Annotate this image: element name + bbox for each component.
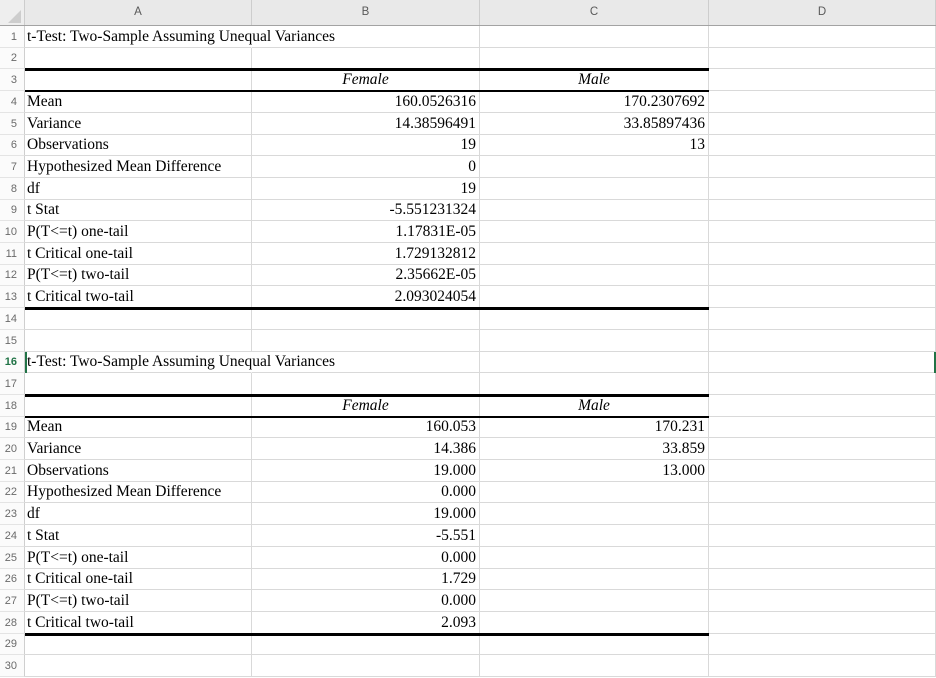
cell-C18[interactable]: Male [480,395,709,417]
cell-B11[interactable]: 1.729132812 [252,243,480,265]
cell-A16[interactable]: t-Test: Two-Sample Assuming Unequal Variances [25,352,252,373]
cell-C5[interactable]: 33.85897436 [480,113,709,135]
cell-C4[interactable]: 170.2307692 [480,91,709,113]
cell-C19[interactable]: 170.231 [480,417,709,438]
row-header-15[interactable]: 15 [0,330,25,352]
cell-C8[interactable] [480,178,709,200]
cell-A24[interactable]: t Stat [25,525,252,547]
cell-D28[interactable] [709,612,936,634]
cell-A1[interactable]: t-Test: Two-Sample Assuming Unequal Variances [25,26,252,48]
cell-A3[interactable] [25,69,252,91]
cell-B27[interactable]: 0.000 [252,590,480,612]
cell-C1[interactable] [480,26,709,48]
table-border-line [25,416,709,418]
row-header-20[interactable]: 20 [0,438,25,460]
cell-C10[interactable] [480,221,709,243]
cell-D20[interactable] [709,438,936,460]
cell-C21[interactable]: 13.000 [480,460,709,482]
row-24 [0,525,936,547]
row-1 [0,26,936,48]
cell-D6[interactable] [709,135,936,156]
cell-D12[interactable] [709,265,936,286]
cell-C11[interactable] [480,243,709,265]
row-header-13[interactable]: 13 [0,286,25,308]
cell-C17[interactable] [480,373,709,395]
cell-C14[interactable] [480,308,709,330]
cell-D16[interactable] [709,352,936,373]
row-3 [0,69,936,91]
cell-B9[interactable]: -5.551231324 [252,200,480,221]
cell-A14[interactable] [25,308,252,330]
cell-A11[interactable]: t Critical one-tail [25,243,252,265]
row-7 [0,156,936,178]
cell-C7[interactable] [480,156,709,178]
cell-B4[interactable]: 160.0526316 [252,91,480,113]
cell-A7[interactable]: Hypothesized Mean Difference [25,156,252,178]
column-header-D[interactable]: D [709,0,936,25]
cell-C28[interactable] [480,612,709,634]
cell-D24[interactable] [709,525,936,547]
row-5 [0,113,936,135]
cell-B24[interactable]: -5.551 [252,525,480,547]
row-header-12[interactable]: 12 [0,265,25,286]
row-23 [0,503,936,525]
cell-B8[interactable]: 19 [252,178,480,200]
row-2 [0,48,936,69]
cell-C22[interactable] [480,482,709,503]
cell-B14[interactable] [252,308,480,330]
cell-D13[interactable] [709,286,936,308]
cell-A9[interactable]: t Stat [25,200,252,221]
cell-B19[interactable]: 160.053 [252,417,480,438]
cell-D22[interactable] [709,482,936,503]
cell-D30[interactable] [709,655,936,677]
row-25 [0,547,936,569]
cell-B21[interactable]: 19.000 [252,460,480,482]
row-header-14[interactable]: 14 [0,308,25,330]
row-6 [0,135,936,156]
row-header-3[interactable]: 3 [0,69,25,91]
cell-D15[interactable] [709,330,936,352]
row-29 [0,634,936,655]
cell-C20[interactable]: 33.859 [480,438,709,460]
cell-B6[interactable]: 19 [252,135,480,156]
row-header-22[interactable]: 22 [0,482,25,503]
cell-D26[interactable] [709,569,936,590]
row-11 [0,243,936,265]
cell-B3[interactable]: Female [252,69,480,91]
cell-B28[interactable]: 2.093 [252,612,480,634]
cell-A25[interactable]: P(T<=t) one-tail [25,547,252,569]
row-20 [0,438,936,460]
row-header-7[interactable]: 7 [0,156,25,178]
cell-C9[interactable] [480,200,709,221]
table-border-line [25,68,709,71]
cell-A26[interactable]: t Critical one-tail [25,569,252,590]
cell-A15[interactable] [25,330,252,352]
cell-C24[interactable] [480,525,709,547]
row-header-30[interactable]: 30 [0,655,25,677]
row-21 [0,460,936,482]
cell-D11[interactable] [709,243,936,265]
cell-C27[interactable] [480,590,709,612]
row-header-24[interactable]: 24 [0,525,25,547]
row-header-17[interactable]: 17 [0,373,25,395]
cell-C12[interactable] [480,265,709,286]
cell-D19[interactable] [709,417,936,438]
table-border-line [25,307,709,310]
cell-A10[interactable]: P(T<=t) one-tail [25,221,252,243]
cell-D9[interactable] [709,200,936,221]
cell-B22[interactable]: 0.000 [252,482,480,503]
cell-C23[interactable] [480,503,709,525]
cell-B12[interactable]: 2.35662E-05 [252,265,480,286]
row-header-28[interactable]: 28 [0,612,25,634]
row-13 [0,286,936,308]
cell-B10[interactable]: 1.17831E-05 [252,221,480,243]
cell-D4[interactable] [709,91,936,113]
cell-B26[interactable]: 1.729 [252,569,480,590]
row-26 [0,569,936,590]
row-16 [0,352,936,373]
cell-C26[interactable] [480,569,709,590]
cell-A5[interactable]: Variance [25,113,252,135]
row-4 [0,91,936,113]
row-header-6[interactable]: 6 [0,135,25,156]
cell-A23[interactable]: df [25,503,252,525]
row-header-2[interactable]: 2 [0,48,25,69]
cell-C6[interactable]: 13 [480,135,709,156]
row-header-23[interactable]: 23 [0,503,25,525]
cell-C25[interactable] [480,547,709,569]
cell-B13[interactable]: 2.093024054 [252,286,480,308]
row-header-4[interactable]: 4 [0,91,25,113]
cell-A18[interactable] [25,395,252,417]
cell-A2[interactable] [25,48,252,69]
cell-C15[interactable] [480,330,709,352]
cell-B30[interactable] [252,655,480,677]
row-12 [0,265,936,286]
row-27 [0,590,936,612]
row-28 [0,612,936,634]
cell-A6[interactable]: Observations [25,135,252,156]
cell-C30[interactable] [480,655,709,677]
cell-C16[interactable] [480,352,709,373]
row-header-25[interactable]: 25 [0,547,25,569]
cell-D21[interactable] [709,460,936,482]
row-header-11[interactable]: 11 [0,243,25,265]
cell-B5[interactable]: 14.38596491 [252,113,480,135]
row-22 [0,482,936,503]
cell-C29[interactable] [480,634,709,655]
cell-B25[interactable]: 0.000 [252,547,480,569]
row-18 [0,395,936,417]
cell-B20[interactable]: 14.386 [252,438,480,460]
select-all-triangle-icon [8,10,21,23]
cell-D7[interactable] [709,156,936,178]
row-header-1[interactable]: 1 [0,26,25,48]
cell-B17[interactable] [252,373,480,395]
row-10 [0,221,936,243]
row-17 [0,373,936,395]
row-header-18[interactable]: 18 [0,395,25,417]
column-header-A[interactable]: A [25,0,252,25]
column-header-B[interactable]: B [252,0,480,25]
cell-B29[interactable] [252,634,480,655]
cell-A13[interactable]: t Critical two-tail [25,286,252,308]
cell-D17[interactable] [709,373,936,395]
row-header-21[interactable]: 21 [0,460,25,482]
cell-D5[interactable] [709,113,936,135]
cell-D10[interactable] [709,221,936,243]
cell-C13[interactable] [480,286,709,308]
cell-D18[interactable] [709,395,936,417]
row-header-29[interactable]: 29 [0,634,25,655]
cell-A12[interactable]: P(T<=t) two-tail [25,265,252,286]
column-header-C[interactable]: C [480,0,709,25]
row-header-5[interactable]: 5 [0,113,25,135]
cell-A4[interactable]: Mean [25,91,252,113]
row-header-19[interactable]: 19 [0,417,25,438]
cell-A17[interactable] [25,373,252,395]
cell-D2[interactable] [709,48,936,69]
cell-A28[interactable]: t Critical two-tail [25,612,252,634]
cell-A8[interactable]: df [25,178,252,200]
cell-D3[interactable] [709,69,936,91]
row-header-16[interactable]: 16 [0,352,25,373]
row-30 [0,655,936,677]
row-header-27[interactable]: 27 [0,590,25,612]
row-15 [0,330,936,352]
cell-B23[interactable]: 19.000 [252,503,480,525]
cell-A22[interactable]: Hypothesized Mean Difference [25,482,252,503]
row-header-8[interactable]: 8 [0,178,25,200]
row-14 [0,308,936,330]
cell-D1[interactable] [709,26,936,48]
selection-border-left [25,352,27,373]
cell-A21[interactable]: Observations [25,460,252,482]
row-header-26[interactable]: 26 [0,569,25,590]
cell-D23[interactable] [709,503,936,525]
cell-A19[interactable]: Mean [25,417,252,438]
cell-B18[interactable]: Female [252,395,480,417]
table-border-line [25,633,709,636]
cell-A27[interactable]: P(T<=t) two-tail [25,590,252,612]
cell-C2[interactable] [480,48,709,69]
cell-A20[interactable]: Variance [25,438,252,460]
cell-C3[interactable]: Male [480,69,709,91]
cell-B15[interactable] [252,330,480,352]
cell-D8[interactable] [709,178,936,200]
row-19 [0,417,936,438]
cell-D27[interactable] [709,590,936,612]
row-8 [0,178,936,200]
table-border-line [25,394,709,397]
cell-A29[interactable] [25,634,252,655]
cell-D29[interactable] [709,634,936,655]
row-header-10[interactable]: 10 [0,221,25,243]
cell-D14[interactable] [709,308,936,330]
column-header-bar [0,0,936,26]
cell-B7[interactable]: 0 [252,156,480,178]
cell-D25[interactable] [709,547,936,569]
cell-B2[interactable] [252,48,480,69]
cell-A30[interactable] [25,655,252,677]
table-border-line [25,90,709,92]
row-header-9[interactable]: 9 [0,200,25,221]
select-all-corner[interactable] [0,0,25,25]
row-9 [0,200,936,221]
